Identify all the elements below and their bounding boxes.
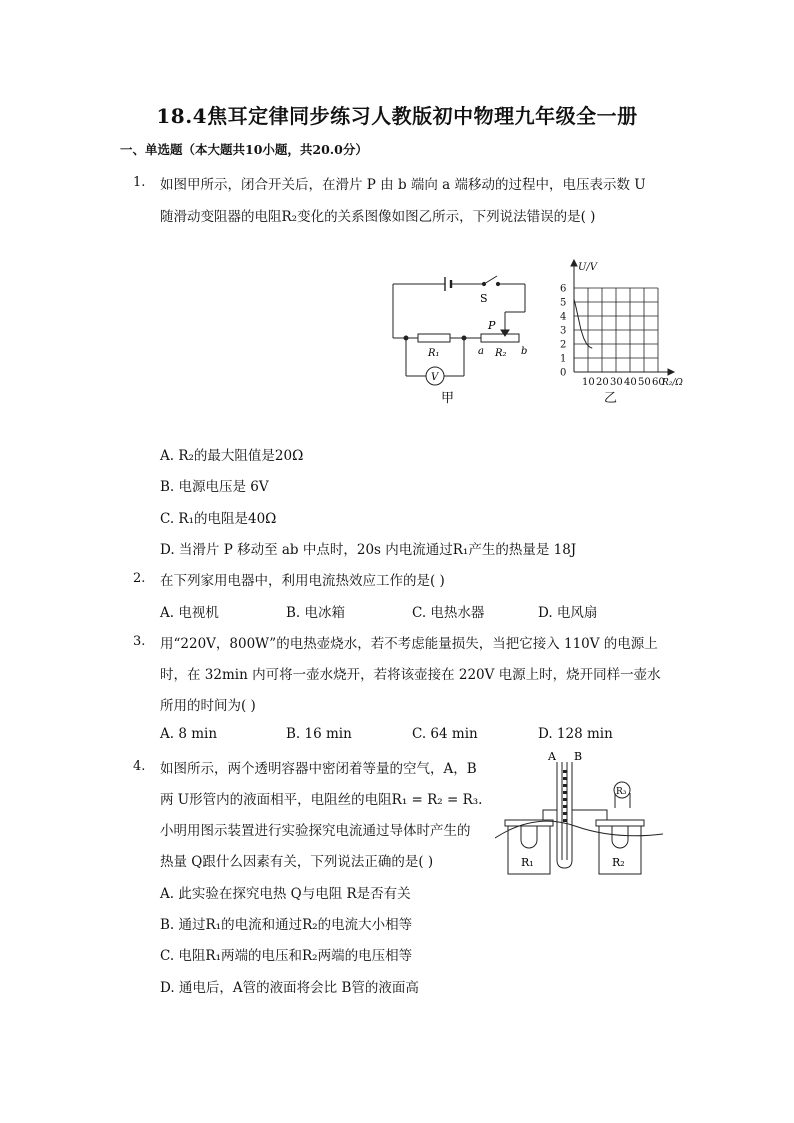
question-number: 2. bbox=[133, 571, 146, 586]
option-c[interactable]: C. R₁的电阻是40Ω bbox=[160, 511, 277, 527]
option-b[interactable]: B. 电冰箱 bbox=[286, 605, 346, 621]
r3-label: R₃ bbox=[616, 787, 627, 797]
x-tick-label: 40 bbox=[624, 377, 637, 388]
slider-label: P bbox=[488, 319, 496, 332]
r1-label: R₁ bbox=[428, 348, 440, 359]
tube-b-label: B bbox=[574, 750, 583, 763]
x-tick-label: 30 bbox=[610, 377, 623, 388]
y-tick-label: 6 bbox=[560, 283, 567, 295]
option-d[interactable]: D. 128 min bbox=[538, 726, 613, 742]
option-c[interactable]: C. 电阻R₁两端的电压和R₂两端的电压相等 bbox=[160, 948, 413, 964]
y-tick-label: 2 bbox=[560, 339, 567, 351]
y-axis-arrow bbox=[571, 260, 577, 266]
question-text: 两 U形管内的液面相平，电阻丝的电阻R₁ = R₂ = R₃. bbox=[160, 792, 483, 808]
r2-label: R₂ bbox=[612, 856, 625, 869]
y-tick-label: 5 bbox=[560, 297, 567, 309]
y-tick-label: 4 bbox=[560, 311, 567, 323]
option-a[interactable]: A. R₂的最大阻值是20Ω bbox=[160, 448, 304, 464]
question-number: 1. bbox=[133, 175, 146, 190]
terminal-a-label: a bbox=[478, 346, 484, 357]
x-tick-label: 50 bbox=[638, 377, 651, 388]
y-axis-label: U/V bbox=[578, 262, 598, 273]
x-axis-label: R₂/Ω bbox=[662, 378, 683, 388]
question-text: 用“220V，800W”的电热壶烧水，若不考虑能量损失，当把它接入 110V 的电源上 bbox=[160, 636, 658, 652]
option-c[interactable]: C. 64 min bbox=[412, 726, 478, 742]
r2-label: R₂ bbox=[495, 348, 507, 359]
option-d[interactable]: D. 电风扇 bbox=[538, 605, 598, 621]
x-axis-arrow bbox=[668, 369, 674, 375]
question-text: 随滑动变阻器的电阻R₂变化的关系图像如图乙所示，下列说法错误的是( ) bbox=[160, 209, 596, 225]
question-text: 热量 Q跟什么因素有关，下列说法正确的是( ) bbox=[160, 854, 434, 870]
option-a[interactable]: A. 此实验在探究电热 Q与电阻 R是否有关 bbox=[160, 886, 411, 902]
x-tick-label: 10 bbox=[582, 377, 595, 388]
circuit-diagram-jia bbox=[385, 262, 545, 412]
terminal-b-label: b bbox=[521, 346, 528, 357]
y-tick-label: 0 bbox=[560, 367, 567, 379]
question-text: 如图所示，两个透明容器中密闭着等量的空气，A，B bbox=[160, 761, 477, 777]
option-b[interactable]: B. 16 min bbox=[286, 726, 352, 742]
question-number: 3. bbox=[133, 634, 146, 649]
u-r2-chart bbox=[552, 256, 702, 408]
y-tick-label: 3 bbox=[560, 325, 567, 337]
r1-label: R₁ bbox=[521, 856, 534, 869]
figure-caption-jia: 甲 bbox=[441, 391, 455, 406]
question-number: 4. bbox=[133, 759, 146, 774]
option-b[interactable]: B. 通过R₁的电流和通过R₂的电流大小相等 bbox=[160, 917, 413, 933]
option-a[interactable]: A. 电视机 bbox=[160, 605, 219, 621]
x-tick-label: 20 bbox=[596, 377, 609, 388]
figure-caption-yi: 乙 bbox=[604, 391, 618, 406]
series-line bbox=[574, 299, 592, 348]
question-text: 在下列家用电器中，利用电流热效应工作的是( ) bbox=[160, 573, 445, 589]
switch-label: S bbox=[480, 292, 488, 305]
x-tick-label: 60 bbox=[652, 377, 665, 388]
question-text: 如图甲所示，闭合开关后，在滑片 P 由 b 端向 a 端移动的过程中，电压表示数 U bbox=[160, 177, 646, 193]
option-c[interactable]: C. 电热水器 bbox=[412, 605, 485, 621]
question-text: 小明用图示装置进行实验探究电流通过导体时产生的 bbox=[160, 823, 471, 839]
option-b[interactable]: B. 电源电压是 6V bbox=[160, 479, 269, 495]
option-d[interactable]: D. 当滑片 P 移动至 ab 中点时，20s 内电流通过R₁产生的热量是 18J bbox=[160, 542, 577, 558]
page-title: 18.4焦耳定律同步练习人教版初中物理九年级全一册 bbox=[156, 104, 638, 128]
question-text: 所用的时间为( ) bbox=[160, 698, 256, 714]
option-d[interactable]: D. 通电后，A管的液面将会比 B管的液面高 bbox=[160, 980, 419, 996]
voltmeter-label: V bbox=[431, 372, 439, 383]
section-heading: 一、单选题（本大题共10小题，共20.0分） bbox=[120, 142, 368, 157]
y-tick-label: 1 bbox=[560, 353, 567, 365]
option-a[interactable]: A. 8 min bbox=[160, 726, 218, 742]
joule-apparatus-diagram bbox=[495, 748, 665, 880]
question-text: 时，在 32min 内可将一壶水烧开，若将该壶接在 220V 电源上时，烧开同样一壶水 bbox=[160, 667, 661, 683]
tube-a-label: A bbox=[548, 750, 556, 763]
